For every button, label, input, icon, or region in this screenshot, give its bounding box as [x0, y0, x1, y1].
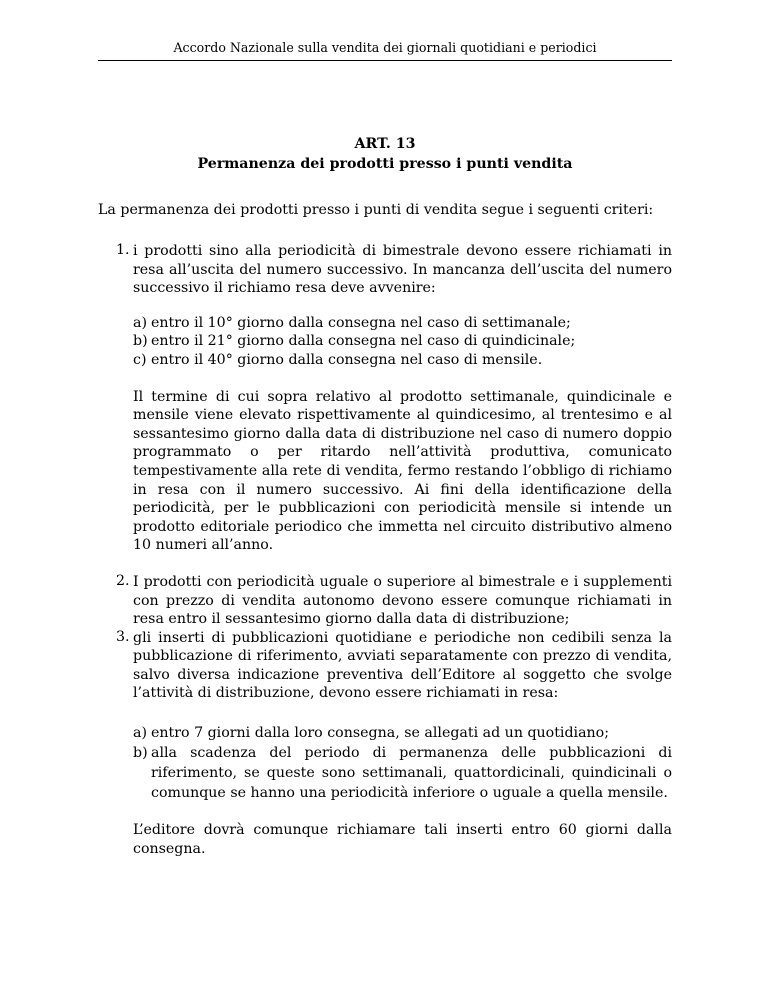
sub-item-text: alla scadenza del periodo di permanenza delle pubblicazioni di riferimento, se queste sono settimanali, quattordicinali, quindicinali o comunque se hanno una periodicità inferiore o uguale a quella mensile.	[151, 745, 672, 802]
sub-list	[133, 723, 672, 803]
article-intro: La permanenza dei prodotti presso i punti di vendita segue i seguenti criteri:	[98, 202, 654, 218]
sub-item-text: entro il 21° giorno dalla consegna nel caso di quindicinale;	[151, 333, 576, 350]
sub-item	[133, 723, 672, 743]
list-item	[98, 242, 672, 555]
list-item	[98, 629, 672, 859]
article-number: ART. 13	[354, 136, 416, 152]
sub-item-text: entro il 10° giorno dalla consegna nel caso di settimanale;	[151, 314, 571, 331]
list-item-number: 3.	[116, 628, 130, 645]
sub-list	[133, 314, 672, 370]
list-item-text: i prodotti sino alla periodicità di bimestrale devono essere richiamati in resa all’uscita del numero successivo. In mancanza dell’uscita del numero successivo il richiamo resa deve avvenire:	[133, 243, 672, 297]
list-item	[98, 573, 672, 629]
list-item-text: I prodotti con periodicità uguale o superiore al bimestrale e i supplementi con prezzo di vendita autonomo devono essere comunque richiamati in resa entro il sessantesimo giorno dalla data di distribuzione;	[133, 573, 672, 628]
sub-item-text: entro 7 giorni dalla loro consegna, se allegati ad un quotidiano;	[151, 725, 610, 742]
sub-item	[133, 743, 672, 803]
list-item-note: L’editore dovrà comunque richiamare tali inserti entro 60 giorni dalla consegna.	[133, 822, 672, 857]
list-item-number: 1.	[116, 242, 130, 258]
list-item-text: gli inserti di pubblicazioni quotidiane e periodiche non cedibili senza la pubblicazione di riferimento, avviati separatamente con prezzo di vendita, salvo diversa indicazione preventiva dell’Editore al soggetto che svolge l’attività di distribuzione, devono essere richiamati in resa:	[133, 629, 672, 702]
sub-item-letter: a)	[133, 314, 147, 331]
sub-item	[133, 332, 672, 351]
list-item-note: Il termine di cui sopra relativo al prodotto settimanale, quindicinale e mensile viene elevato rispettivamente al quindicesimo, al trentesimo e al sessantesimo giorno dalla data di distribuzione nel caso di numero doppio programmato o per ritardo nell’attività produttiva, comunicato tempestivamente alla rete di vendita, fermo restando l’obbligo di richiamo in resa con il numero successivo. Ai fini della identificazione della periodicità, per le pubblicazioni con periodicità mensile si intende un prodotto editoriale periodico che immetta nel circuito distributivo almeno 10 numeri all’anno.	[133, 388, 672, 554]
criteria-list	[98, 242, 672, 858]
sub-item	[133, 314, 672, 333]
article-body	[98, 200, 672, 858]
sub-item-letter: a)	[133, 725, 147, 742]
article-title: Permanenza dei prodotti presso i punti vendita	[197, 156, 573, 172]
list-item-number: 2.	[116, 572, 130, 589]
sub-item-letter: b)	[133, 333, 148, 350]
article-heading	[98, 134, 672, 174]
sub-item-text: entro il 40° giorno dalla consegna nel caso di mensile.	[151, 351, 543, 368]
sub-item	[133, 351, 672, 370]
sub-item-letter: b)	[133, 745, 148, 762]
running-header: Accordo Nazionale sulla vendita dei giornali quotidiani e periodici	[98, 40, 672, 61]
sub-item-letter: c)	[133, 351, 147, 368]
